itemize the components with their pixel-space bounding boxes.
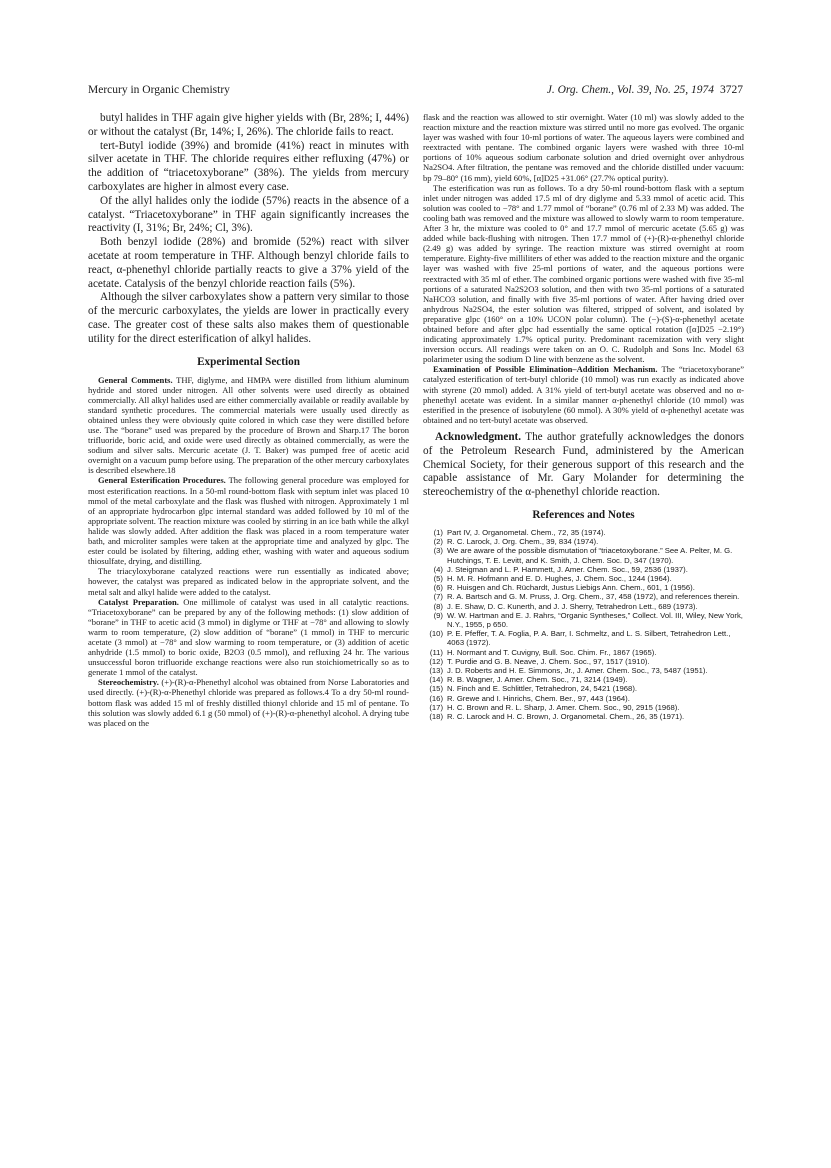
references-list bbox=[423, 528, 744, 721]
paragraph-body: The esterification was run as follows. To a dry 50-ml round-bottom flask with a septum inlet under nitrogen was added 17.5 ml of dry diglyme and 5.33 mmol of acetic acid. This solution was cooled to −78° and 1.77 mmol of “borane” (0.76 ml of 2.33 M) was added. The cooling bath was removed and the mixture was allowed to slowly warm to room temperature. After 3 hr, the mixture was cooled to 0° and 17.7 mmol of mercuric acetate (5.65 g) was added while back-flushing with nitrogen. Then 17.7 mmol of (+)-(R)-α-phenethyl chloride (2.49 g) was added by syringe. The reaction mixture was stirred overnight at room temperature. Eighty-five milliliters of ether was added to the reaction mixture and the organic layer was washed with five 25-ml portions of water, and the aqueous portions were reextracted with 35 ml of ether. The combined organic portions were washed with five 35-ml portions of a saturated Na2S2O3 solution, and then with two 35-ml portions of a saturated NaHCO3 solution, and finally with five 35-ml portions of water. After having dried over anhydrous Na2SO4, the ester solution was filtered, stripped of solvent, and isolated by preparative glpc (160° on a 10% UCON polar column). The (−)-(S)-α-phenethyl acetate obtained before and after glpc had essentially the same optical rotation ([α]D25 −2.19°) indicating approximately 1.7% optical purity. Predominant racemization with very slight inversion occurs. All readings were taken on an O. C. Rudolph and Sons Inc. Model 63 polarimeter using the sodium D line with benzene as the solvent. bbox=[423, 182, 744, 365]
reference-item bbox=[423, 657, 744, 666]
paragraph-body: The triacyloxyborane catalyzed reactions were run essentially as indicated above; however, the catalyst was prepared as indicated below in the appropriate solvent, and the metal salt and alkyl halide were added to the catalyst. bbox=[88, 566, 409, 597]
run-in-heading: Catalyst Preparation. bbox=[98, 596, 179, 607]
reference-text: H. M. R. Hofmann and E. D. Hughes, J. Chem. Soc., 1244 (1964). bbox=[447, 573, 672, 583]
reference-text: J. Steigman and L. P. Hammett, J. Amer. Chem. Soc., 59, 2536 (1937). bbox=[447, 564, 688, 574]
reference-number: (11) bbox=[429, 647, 443, 657]
acknowledgment bbox=[423, 431, 744, 500]
reference-number: (5) bbox=[433, 573, 443, 583]
paragraph: tert-Butyl iodide (39%) and bromide (41%) react in minutes with silver acetate in THF. The chloride requires either refluxing (47%) or the addition of “triacetoxyborane” (38%). The yields from mercury carboxylates are higher in almost every case. bbox=[88, 139, 409, 193]
reference-number: (7) bbox=[433, 592, 443, 602]
running-title: Mercury in Organic Chemistry bbox=[88, 84, 230, 96]
reference-number: (14) bbox=[429, 675, 443, 685]
paragraph bbox=[423, 183, 744, 365]
reference-text: H. C. Brown and R. L. Sharp, J. Amer. Chem. Soc., 90, 2915 (1968). bbox=[447, 702, 680, 712]
paragraph bbox=[423, 431, 744, 500]
reference-item bbox=[423, 703, 744, 712]
reference-number: (17) bbox=[429, 702, 443, 712]
paragraph: Both benzyl iodide (28%) and bromide (52%) react with silver acetate at room temperature in THF. Although benzyl chloride fails to react, α-phenethyl chloride partially reacts to give a 37% yield of the acetate. Catalysis of the benzyl chloride reaction fails (5%). bbox=[88, 236, 409, 290]
paragraph bbox=[88, 677, 409, 727]
reference-number: (18) bbox=[429, 711, 443, 721]
reference-number: (2) bbox=[433, 537, 443, 547]
experimental-text bbox=[88, 375, 409, 728]
reference-number: (8) bbox=[433, 601, 443, 611]
reference-item bbox=[423, 675, 744, 684]
paragraph-body: The following general procedure was employed for most esterification reactions. In a 50-ml round-bottom flask with septum inlet was placed 10 mmol of the metal carboxylate and the flask was flushed with nitrogen. Approximately 1 ml of an appropriate hydrocarbon glpc internal standard was added followed by 10 ml of the appropriate solvent. The reaction mixture was cooled by stirring in an ice bath while the alkyl halide was slowly added. After addition the flask was placed in a room temperature water bath, and microliter samples were taken at the appropriate time and analyzed by glpc. The ester could be isolated by filtering, adding ether, washing with water and aqueous sodium thiosulfate, drying, and distilling. bbox=[88, 475, 409, 567]
reference-item bbox=[423, 666, 744, 675]
reference-text: Part IV, J. Organometal. Chem., 72, 35 (1974). bbox=[447, 527, 606, 537]
discussion-text bbox=[88, 112, 409, 347]
page-header bbox=[88, 84, 743, 100]
journal-name: J. Org. Chem., Vol. 39, No. 25, 1974 bbox=[546, 84, 714, 96]
reference-item bbox=[423, 528, 744, 537]
reference-item bbox=[423, 583, 744, 592]
experimental-text-continued bbox=[423, 112, 744, 425]
reference-item bbox=[423, 611, 744, 629]
paragraph bbox=[88, 475, 409, 566]
reference-text: J. E. Shaw, D. C. Kunerth, and J. J. Sherry, Tetrahedron Lett., 689 (1973). bbox=[447, 601, 698, 611]
references-heading: References and Notes bbox=[532, 508, 635, 521]
reference-item bbox=[423, 712, 744, 721]
reference-item bbox=[423, 602, 744, 611]
reference-text: R. Grewe and I. Hinrichs, Chem. Ber., 97, 443 (1964). bbox=[447, 693, 630, 703]
page-number: 3727 bbox=[720, 84, 743, 96]
reference-number: (9) bbox=[433, 610, 443, 620]
journal-citation bbox=[547, 84, 743, 96]
reference-item bbox=[423, 694, 744, 703]
reference-number: (16) bbox=[429, 693, 443, 703]
paragraph-body: THF, diglyme, and HMPA were distilled from lithium aluminum hydride and stored under nitrogen. All other solvents were used directly as obtained commercially. All alkyl halides used are either commercially available or readily available by standard synthetic procedures. The commercial materials were usually used directly as obtained unless they were obviously quite colored in which case they were distilled before use. The “borane” used was prepared by the procedure of Brown and Sharp.17 The boron trifluoride, boric acid, and oxide were used directly as obtained commercially, as were the sodium and silver salts. Mercuric acetate (J. T. Baker) was pumped free of acetic acid overnight on a vacuum pump before using. The preparation of the other mercury carboxylates is described elsewhere.18 bbox=[88, 374, 409, 476]
paragraph bbox=[88, 375, 409, 476]
reference-text: R. C. Larock and H. C. Brown, J. Organometal. Chem., 26, 35 (1971). bbox=[447, 711, 685, 721]
reference-item bbox=[423, 565, 744, 574]
run-in-heading: Acknowledgment. bbox=[435, 430, 522, 443]
reference-number: (12) bbox=[429, 656, 443, 666]
paragraph-body: flask and the reaction was allowed to stir overnight. Water (10 ml) was slowly added to the reaction mixture and the reaction mixture was stirred until no more gas evolved. The organic layer was washed with four 10-ml portions of water. The aqueous layers were combined and reextracted with pentane. The combined organic layers were washed with three 10-ml portions of 10% aqueous sodium carbonate solution and dried overnight over anhydrous Na2SO4. After filtration, the pentane was removed and the chloride distilled under vacuum: bp 79–80° (16 mm), yield 60%, [α]D25 +31.06° (27.7% optical purity). bbox=[423, 112, 744, 183]
paragraph: Of the allyl halides only the iodide (57%) reacts in the absence of a catalyst. “Triacetoxyborane” in THF again significantly increases the reactivity (I, 31%; Br, 24%; Cl, 3%). bbox=[88, 194, 409, 235]
experimental-heading: Experimental Section bbox=[197, 355, 300, 368]
left-column bbox=[88, 112, 409, 728]
run-in-heading: General Esterification Procedures. bbox=[98, 475, 226, 486]
reference-text: T. Purdie and G. B. Neave, J. Chem. Soc., 97, 1517 (1910). bbox=[447, 656, 650, 666]
paragraph-body: One millimole of catalyst was used in all catalytic reactions. “Triacetoxyborane” can be prepared by any of the following methods: (1) slow addition of “borane” in THF to acetic acid (3 mmol) in diglyme or THF at −78° and allowing to slowly warm to room temperature, (2) slow addition of “borane” (1 mmol) in THF to mercuric acetate (3 mmol) at −78° and slow warming to room temperature, or (3) addition of acetic anhydride (1.5 mmol) to boric oxide, B2O3 (0.5 mmol), and refluxing 24 hr. The various unsuccessful boron trifluoride exchange reactions were also run stoichiometrically so as to generate 1 mmol of the catalyst. bbox=[88, 596, 410, 678]
reference-item bbox=[423, 537, 744, 546]
reference-text: We are aware of the possible dismutation of “triacetoxyborane.” See A. Pelter, M. G. Hutchings, T. E. Levitt, and K. Smith, J. Chem. Soc. D, 347 (1970). bbox=[447, 546, 733, 565]
reference-text: R. C. Larock, J. Org. Chem., 39, 834 (1974). bbox=[447, 537, 599, 547]
reference-number: (10) bbox=[429, 629, 443, 639]
reference-text: R. B. Wagner, J. Amer. Chem. Soc., 71, 3214 (1949). bbox=[447, 675, 628, 685]
reference-number: (6) bbox=[433, 583, 443, 593]
reference-item bbox=[423, 592, 744, 601]
reference-item bbox=[423, 546, 744, 564]
reference-number: (15) bbox=[429, 684, 443, 694]
reference-text: R. A. Bartsch and G. M. Pruss, J. Org. Chem., 37, 458 (1972), and references therein. bbox=[447, 592, 740, 602]
reference-text: P. E. Pfeffer, T. A. Foglia, P. A. Barr, I. Schmeltz, and L. S. Silbert, Tetrahedron Lett., 4063 (1972). bbox=[447, 629, 731, 648]
run-in-heading: General Comments. bbox=[98, 374, 173, 385]
paragraph bbox=[423, 112, 744, 183]
reference-item bbox=[423, 648, 744, 657]
reference-number: (4) bbox=[433, 564, 443, 574]
reference-text: N. Finch and E. Schlittler, Tetrahedron, 24, 5421 (1968). bbox=[447, 684, 638, 694]
paragraph bbox=[88, 597, 409, 678]
reference-text: J. D. Roberts and H. E. Simmons, Jr., J. Amer. Chem. Soc., 73, 5487 (1951). bbox=[447, 665, 708, 675]
reference-item bbox=[423, 629, 744, 647]
run-in-heading: Stereochemistry. bbox=[98, 677, 159, 688]
right-column bbox=[423, 112, 744, 721]
reference-text: W. W. Hartman and E. J. Rahrs, “Organic Syntheses,” Collect. Vol. III, Wiley, New York, N.Y., 1955, p 650. bbox=[447, 610, 743, 629]
paragraph: Although the silver carboxylates show a pattern very similar to those of the mercuric carboxylates, the yields are lower in practically every case. The greater cost of these salts also makes them of questionable utility for the direct esterification of alkyl halides. bbox=[88, 291, 409, 345]
paragraph-body: (+)-(R)-α-Phenethyl alcohol was obtained from Norse Laboratories and used directly. (+)-(R)-α-Phenethyl chloride was prepared as follows.4 To a dry 50-ml round-bottom flask was added 15 ml of freshly distilled thionyl chloride and 15 ml of pentane. To this solution was slowly added 6.1 g (50 mmol) of (+)-(R)-α-phenethyl alcohol. A drying tube was placed on the bbox=[88, 677, 409, 728]
paragraph-body: The author gratefully acknowledges the donors of the Petroleum Research Fund, administered by the American Chemical Society, for their generous support of this research and the capable assistance of Mr. Gary Molander for determining the stereochemistry of the α-phenethyl chloride reaction. bbox=[423, 430, 744, 499]
paragraph bbox=[423, 364, 744, 425]
reference-number: (13) bbox=[429, 665, 443, 675]
reference-text: R. Huisgen and Ch. Rüchardt, Justus Liebigs Ann. Chem., 601, 1 (1956). bbox=[447, 583, 695, 593]
reference-text: H. Normant and T. Cuvigny, Bull. Soc. Chim. Fr., 1867 (1965). bbox=[447, 647, 657, 657]
paragraph bbox=[88, 566, 409, 596]
reference-number: (1) bbox=[433, 527, 443, 537]
paragraph: butyl halides in THF again give higher yields with (Br, 28%; I, 44%) or without the catalyst (Br, 14%; I, 26%). The chloride fails to react. bbox=[88, 112, 409, 138]
reference-item bbox=[423, 684, 744, 693]
reference-number: (3) bbox=[433, 546, 443, 556]
run-in-heading: Examination of Possible Elimination–Addition Mechanism. bbox=[433, 364, 658, 375]
paragraph-body: The “triacetoxyborane” catalyzed esterification of tert-butyl chloride (10 mmol) was run exactly as indicated above with styrene (20 mmol) added. A 31% yield of tert-butyl acetate was observed and no α-phenethyl acetate was evident. In a similar manner α-phenethyl chloride (10 mmol) was esterified in the presence of isobutylene (60 mmol). A 30% yield of α-phenethyl acetate was obtained and no tert-butyl acetate was observed. bbox=[423, 364, 745, 425]
reference-item bbox=[423, 574, 744, 583]
